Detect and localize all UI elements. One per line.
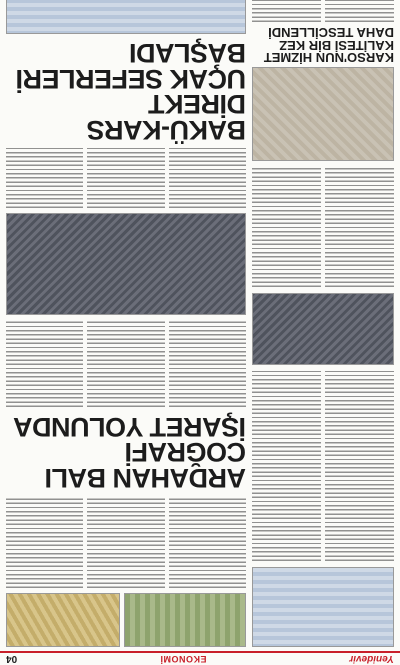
flight-story-lede — [6, 148, 246, 208]
left-column — [252, 7, 394, 647]
hospital-headline-line3: DAHA TESCİLLENDİ — [268, 25, 394, 41]
honey-headline-line1: ARDAHAN BALI COĞRAFİ — [45, 437, 246, 493]
hospital-headline-line2: KALİTESİ BİR KEZ — [279, 37, 394, 53]
honey-story-body — [6, 496, 246, 588]
flight-story-body-2 — [252, 167, 394, 287]
flight-headline — [6, 38, 246, 146]
beehive-photo — [124, 593, 246, 647]
honey-jar-photo — [6, 593, 120, 647]
flight-headline-line1: BAKÜ-KARS DİREKT — [87, 89, 246, 146]
hospital-headline-line1: KARSO'NUN HİZMET — [263, 50, 394, 65]
flight-story-body — [252, 371, 394, 561]
right-column — [6, 7, 246, 647]
section-label: EKONOMİ — [159, 654, 207, 664]
hospital-photo — [252, 67, 394, 161]
delegation-photo — [6, 213, 246, 315]
officials-photo — [252, 293, 394, 365]
honey-headline-line2: İŞARET YOLUNDA — [13, 411, 246, 442]
paper-logo: Yenidevir — [349, 653, 394, 665]
airport-photo — [252, 567, 394, 647]
hospital-story-body — [252, 0, 394, 22]
masthead — [0, 651, 400, 665]
aircraft-photo — [6, 0, 246, 34]
flight-headline-line2: UÇAK SEFERLERİ BAŞLADI — [15, 38, 246, 94]
honey-story-lede — [6, 321, 246, 407]
hospital-headline — [252, 26, 394, 63]
honey-headline — [6, 411, 246, 493]
page-number: 04 — [6, 653, 18, 665]
